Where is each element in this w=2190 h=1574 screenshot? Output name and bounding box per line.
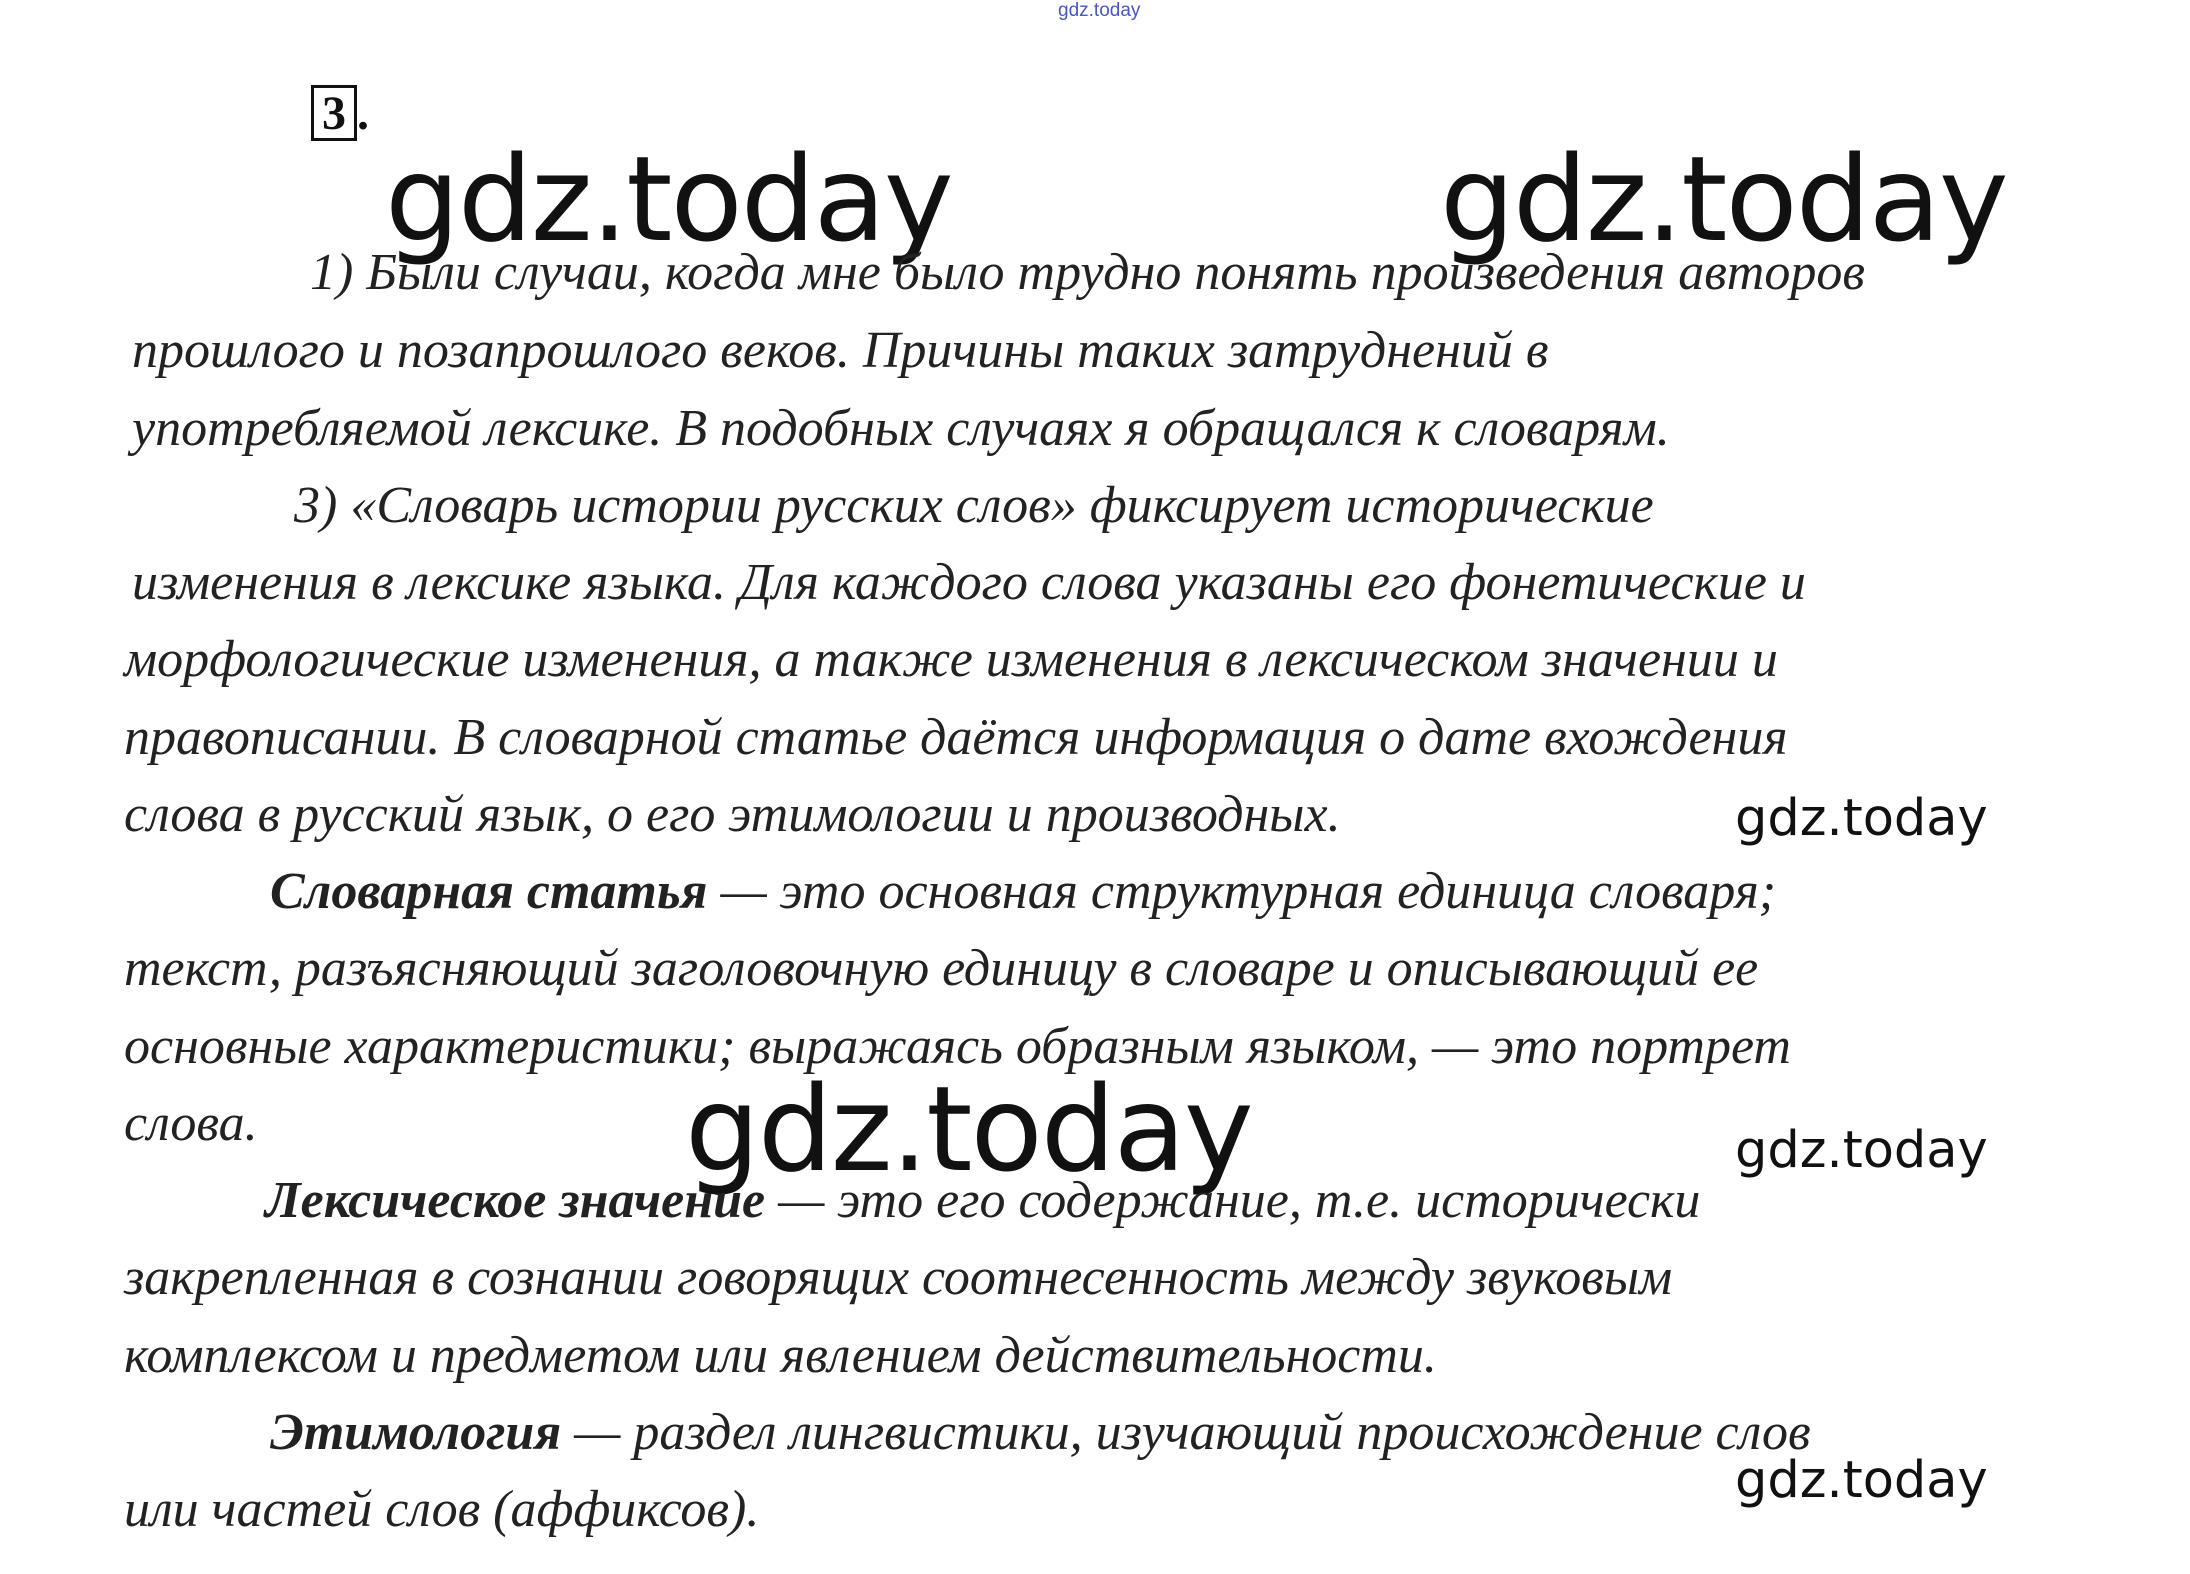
watermark-top-right: gdz.today (1440, 130, 2007, 268)
task-number-suffix: . (357, 87, 369, 140)
definition-2-line-2: закрепленная в сознании говорящих соотнесенность между звуковым (124, 1249, 1673, 1306)
definition-1-line-2: текст, разъясняющий заголовочную единицу в словаре и описывающий ее (124, 940, 1759, 997)
watermark-right-1: gdz.today (1735, 789, 1988, 848)
top-site-mark: gdz.today (1058, 0, 1141, 21)
definition-3-text-1: — раздел лингвистики, изучающий происхождение слов (561, 1404, 1811, 1461)
definition-1-text-1: — это основная структурная единица словаря; (707, 863, 1777, 920)
paragraph-2-line-2: изменения в лексике языка. Для каждого слова указаны его фонетические и (132, 554, 1806, 611)
watermark-middle: gdz.today (685, 1060, 1252, 1198)
task-number-box: 3 (311, 85, 357, 141)
definition-3-line-2: или частей слов (аффиксов). (124, 1481, 760, 1538)
task-number (311, 85, 369, 141)
definition-2-term: Лексическое значение (265, 1172, 766, 1229)
definition-3-line-1 (270, 1404, 1811, 1461)
paragraph-2-line-5: слова в русский язык, о его этимологии и производных. (124, 786, 1341, 843)
paragraph-2-line-3: морфологические изменения, а также изменения в лексическом значении и (124, 631, 1778, 688)
paragraph-2-line-1: 3) «Словарь истории русских слов» фиксирует исторические (294, 477, 1654, 534)
definition-1-line-3: основные характеристики; выражаясь образным языком, — это портрет (124, 1018, 1791, 1075)
definition-2-line-1 (265, 1172, 1701, 1229)
paragraph-1-line-1: 1) Были случаи, когда мне было трудно понять произведения авторов (310, 244, 1865, 301)
definition-1-line-4: слова. (124, 1095, 258, 1152)
paragraph-1-line-2: прошлого и позапрошлого веков. Причины таких затруднений в (132, 322, 1549, 379)
watermark-right-2: gdz.today (1735, 1121, 1988, 1180)
paragraph-2-line-4: правописании. В словарной статье даётся информация о дате вхождения (124, 709, 1788, 766)
definition-1-term: Словарная статья (270, 863, 708, 920)
definition-3-term: Этимология (270, 1404, 562, 1461)
paragraph-1-line-3: употребляемой лексике. В подобных случаях я обращался к словарям. (132, 400, 1670, 457)
definition-2-text-1: — это его содержание, т.е. исторически (765, 1172, 1701, 1229)
definition-2-line-3: комплексом и предметом или явлением действительности. (124, 1327, 1437, 1384)
watermark-right-3: gdz.today (1735, 1451, 1988, 1510)
watermark-top-left: gdz.today (385, 130, 952, 268)
definition-1-line-1 (270, 863, 1777, 920)
